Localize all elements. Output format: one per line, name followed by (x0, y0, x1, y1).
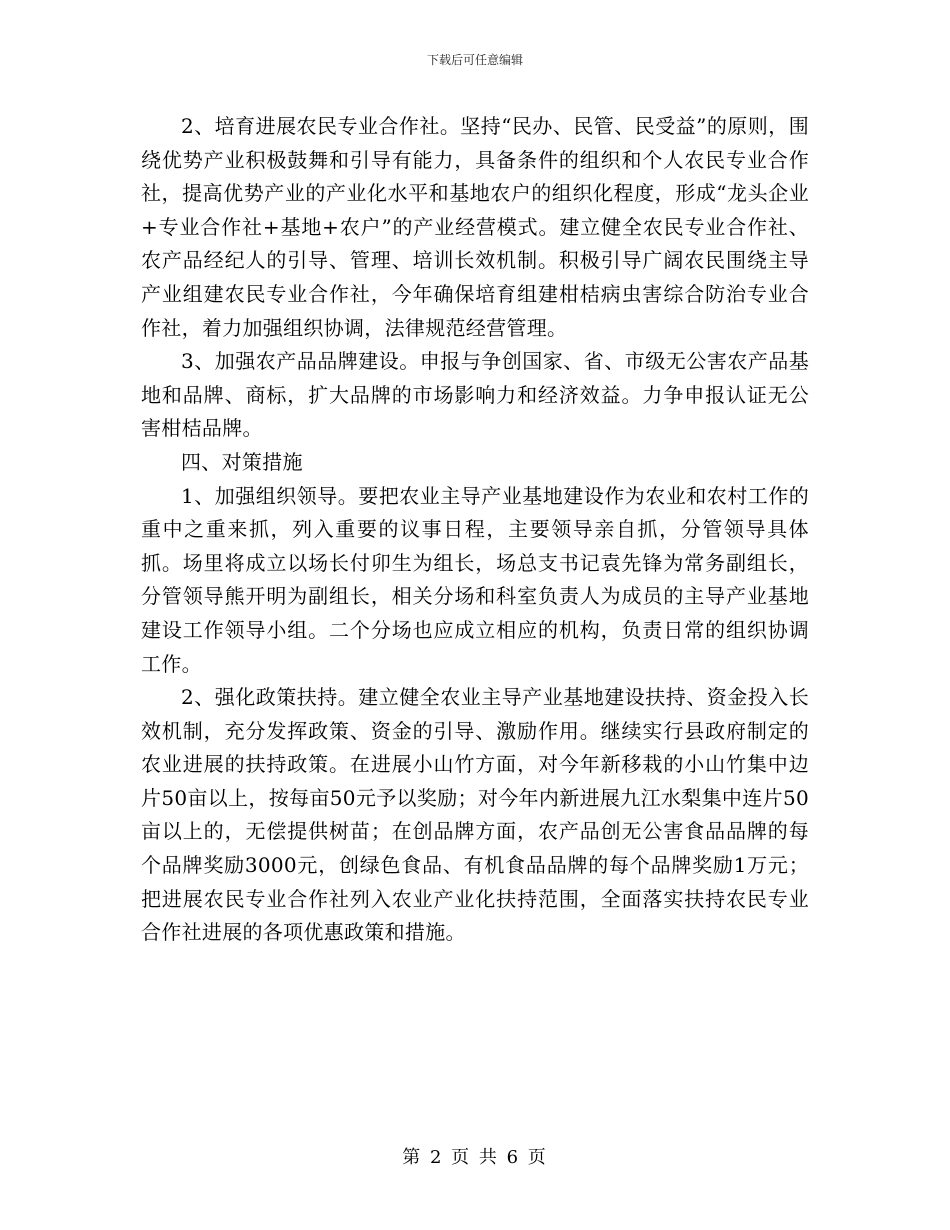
paragraph-policy-support: 2、强化政策扶持。建立健全农业主导产业基地建设扶持、资金投入长效机制，充分发挥政策、资金的引导、激励作用。继续实行县政府制定的农业进展的扶持政策。在进展小山竹方面，对今年新移栽的小山竹集中边片50亩以上，按每亩50元予以奖励；对今年内新进展九江水梨集中连片50亩以上的，无偿提供树苗；在创品牌方面，农产品创无公害食品品牌的每个品牌奖励3000元，创绿色食品、有机食品品牌的每个品牌奖励1万元；把进展农民专业合作社列入农业产业化扶持范围，全面落实扶持农民专业合作社进展的各项优惠政策和措施。 (141, 685, 809, 945)
paragraph-brand-building: 3、加强农产品品牌建设。申报与争创国家、省、市级无公害农产品基地和品牌、商标，扩大品牌的市场影响力和经济效益。力争申报认证无公害柑桔品牌。 (141, 349, 809, 441)
document-body (141, 110, 809, 950)
page-header-note: 下载后可任意编辑 (426, 53, 523, 67)
section-heading-measures: 四、对策措施 (181, 449, 303, 474)
page-number: 第 2 页 共 6 页 (402, 1147, 548, 1168)
paragraph-cooperatives: 2、培育进展农民专业合作社。坚持“民办、民管、民受益”的原则，围绕优势产业积极鼓舞和引导有能力，具备条件的组织和个人农民专业合作社，提高优势产业的产业化水平和基地农户的组织化程度，形成“龙头企业+专业合作社+基地+农户”的产业经营模式。建立健全农民专业合作社、农产品经纪人的引导、管理、培训长效机制。积极引导广阔农民围绕主导产业组建农民专业合作社，今年确保培育组建柑桔病虫害综合防治专业合作社，着力加强组织协调，法律规范经营管理。 (141, 114, 809, 340)
paragraph-leadership: 1、加强组织领导。要把农业主导产业基地建设作为农业和农村工作的重中之重来抓，列入重要的议事日程，主要领导亲自抓，分管领导具体抓。场里将成立以场长付卯生为组长，场总支书记袁先锋为常务副组长，分管领导熊开明为副组长，相关分场和科室负责人为成员的主导产业基地建设工作领导小组。二个分场也应成立相应的机构，负责日常的组织协调工作。 (141, 483, 809, 676)
